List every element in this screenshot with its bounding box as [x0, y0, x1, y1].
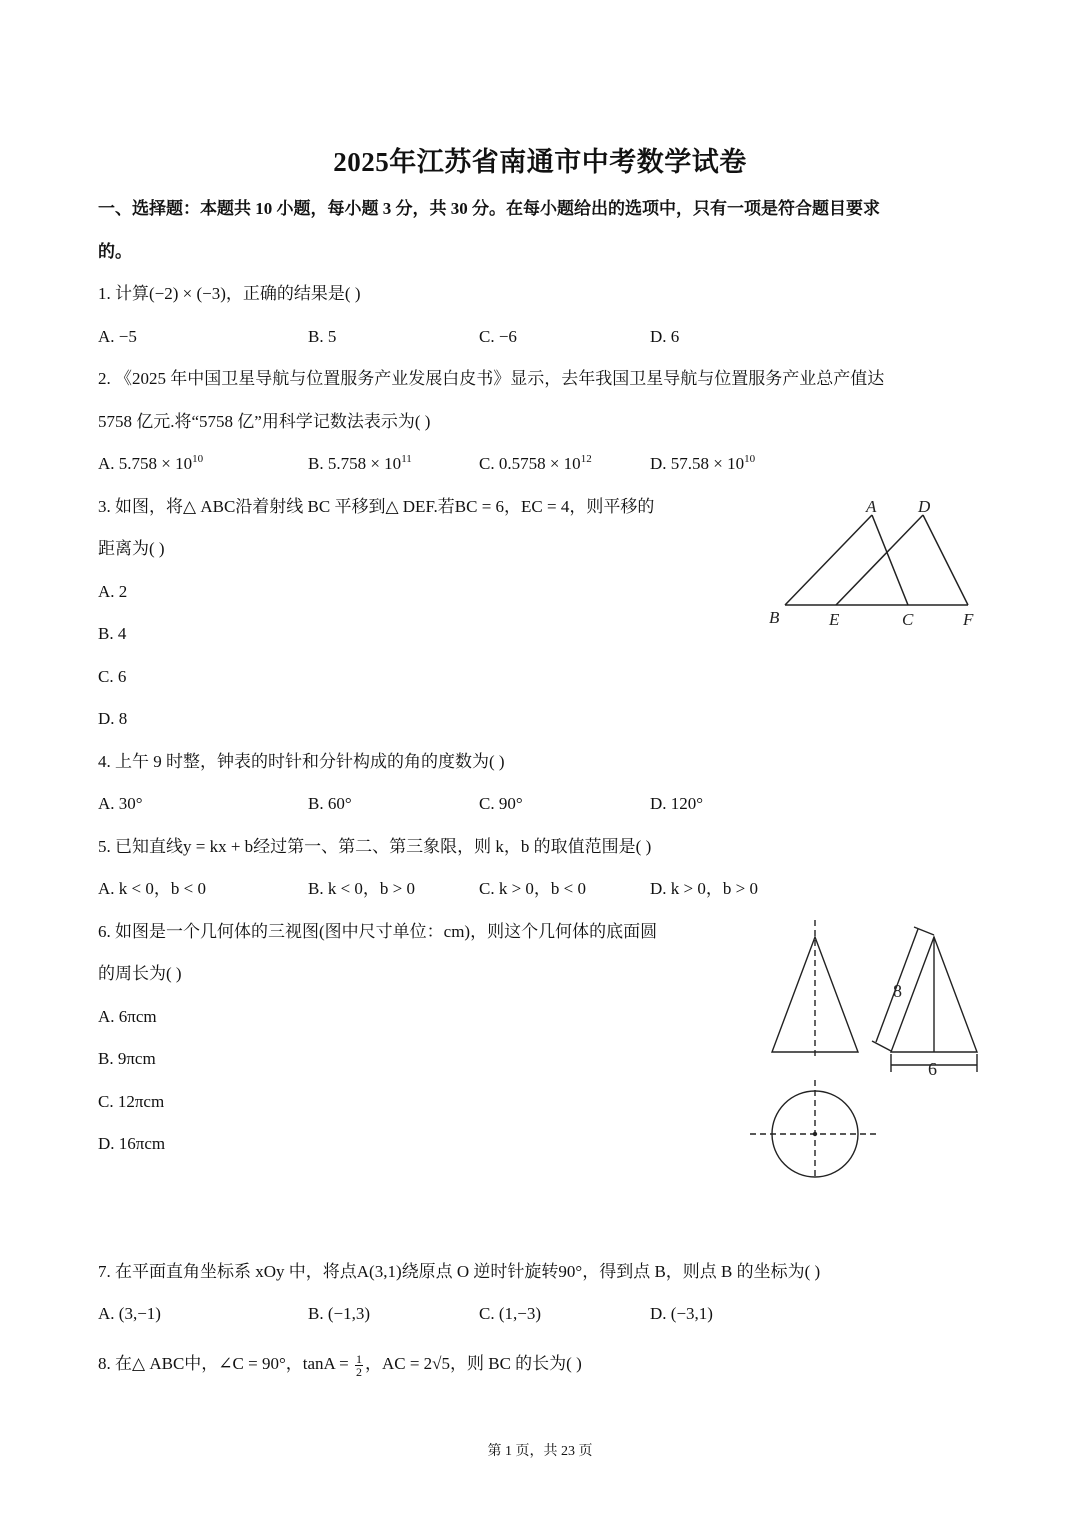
question-4-option-b: B. 60° [308, 794, 352, 813]
question-3-option-a: A. 2 [98, 582, 128, 601]
segment-df [923, 515, 968, 605]
question-6-option-a: A. 6πcm [98, 1007, 157, 1026]
question-7-option-b: B. (−1,3) [308, 1304, 370, 1323]
segment-ab [785, 515, 872, 605]
slant-label: 8 [893, 981, 902, 1001]
three-view-figure [745, 915, 990, 1185]
question-2-stem-line1: 2. 《2025 年中国卫星导航与位置服务产业发展白皮书》显示，去年我国卫星导航与位置服务产业总产值达 [98, 369, 885, 388]
question-1-option-b: B. 5 [308, 327, 337, 346]
question-3-stem-line2: 距离为( ) [98, 539, 165, 558]
top-view-center-dot [813, 1132, 817, 1136]
page-footer: 第 1 页，共 23 页 [487, 1444, 593, 1459]
question-1-option-c: C. −6 [479, 327, 517, 346]
question-2-stem-line2: 5758 亿元.将“5758 亿”用科学记数法表示为( ) [98, 412, 431, 431]
label-f: F [963, 610, 974, 629]
slant-tick-bottom [872, 1041, 891, 1051]
question-5-option-a: A. k < 0，b < 0 [98, 879, 206, 898]
question-4-option-a: A. 30° [98, 794, 143, 813]
page-title: 2025年江苏省南通市中考数学试卷 [333, 147, 747, 177]
segment-ac [872, 515, 908, 605]
segment-de [836, 515, 923, 605]
question-7-option-c: C. (1,−3) [479, 1304, 541, 1323]
question-2-option-b: B. $5.758 \times 10^{11}$ [308, 453, 412, 473]
question-3-option-b: B. 4 [98, 624, 127, 643]
question-2-option-a: A. $5.758 \times 10^{10}$ [98, 453, 204, 473]
base-label: 6 [928, 1059, 937, 1079]
fraction-one-half: $\frac{1}{2}$ [355, 1351, 362, 1379]
label-b: B [769, 608, 780, 627]
label-e: E [829, 610, 840, 629]
section-heading-line1: 一、选择题：本题共 10 小题，每小题 3 分，共 30 分。在每小题给出的选项中，只有一项是符合题目要求 [98, 199, 880, 218]
question-4-option-c: C. 90° [479, 794, 523, 813]
question-6-option-d: D. 16πcm [98, 1134, 166, 1153]
question-6-stem-line2: 的周长为( ) [98, 964, 182, 983]
question-4-stem: 4. 上午 9 时整，钟表的时针和分针构成的角的度数为( ) [98, 752, 505, 771]
question-5-option-c: C. k > 0，b < 0 [479, 879, 587, 898]
question-3-option-c: C. 6 [98, 667, 127, 686]
label-d: D [918, 497, 931, 516]
label-a: A [866, 497, 877, 516]
question-1-option-a: A. −5 [98, 327, 137, 346]
label-c: C [902, 610, 914, 629]
question-6-option-b: B. 9πcm [98, 1049, 156, 1068]
question-1-option-d: D. 6 [650, 327, 680, 346]
question-7-option-a: A. (3,−1) [98, 1304, 161, 1323]
question-6-stem-line1: 6. 如图是一个几何体的三视图(图中尺寸单位：cm)，则这个几何体的底面圆 [98, 922, 658, 941]
question-2-option-c: C. $0.5758 \times 10^{12}$ [479, 453, 592, 473]
question-4-option-d: D. 120° [650, 794, 704, 813]
question-3-option-d: D. 8 [98, 709, 128, 728]
question-5-stem: 5. 已知直线y = kx + b经过第一、第二、第三象限，则 k，b 的取值范围是( ) [98, 837, 652, 856]
question-8-stem: 8. 在△ ABC中，∠C = 90°，tanA = $\frac{1}{2}$ ，AC = 2√5，则 BC 的长为( ) [98, 1351, 582, 1379]
question-6-option-c: C. 12πcm [98, 1092, 165, 1111]
question-5-option-b: B. k < 0，b > 0 [308, 879, 416, 898]
question-3-stem-line1: 3. 如图，将△ ABC沿着射线 BC 平移到△ DEF.若BC = 6，EC = 4，则平移的 [98, 497, 655, 516]
question-7-option-d: D. (−3,1) [650, 1304, 713, 1323]
translation-triangle-figure [760, 490, 990, 640]
question-5-option-d: D. k > 0，b > 0 [650, 879, 758, 898]
section-heading-line2: 的。 [98, 242, 132, 261]
question-2-option-d: D. $57.58 \times 10^{10}$ [650, 453, 756, 473]
question-7-stem: 7. 在平面直角坐标系 xOy 中，将点A(3,1)绕原点 O 逆时针旋转90°，得到点 B，则点 B 的坐标为( ) [98, 1262, 821, 1281]
question-1-stem: 1. 计算(−2) × (−3)，正确的结果是( ) [98, 284, 361, 303]
